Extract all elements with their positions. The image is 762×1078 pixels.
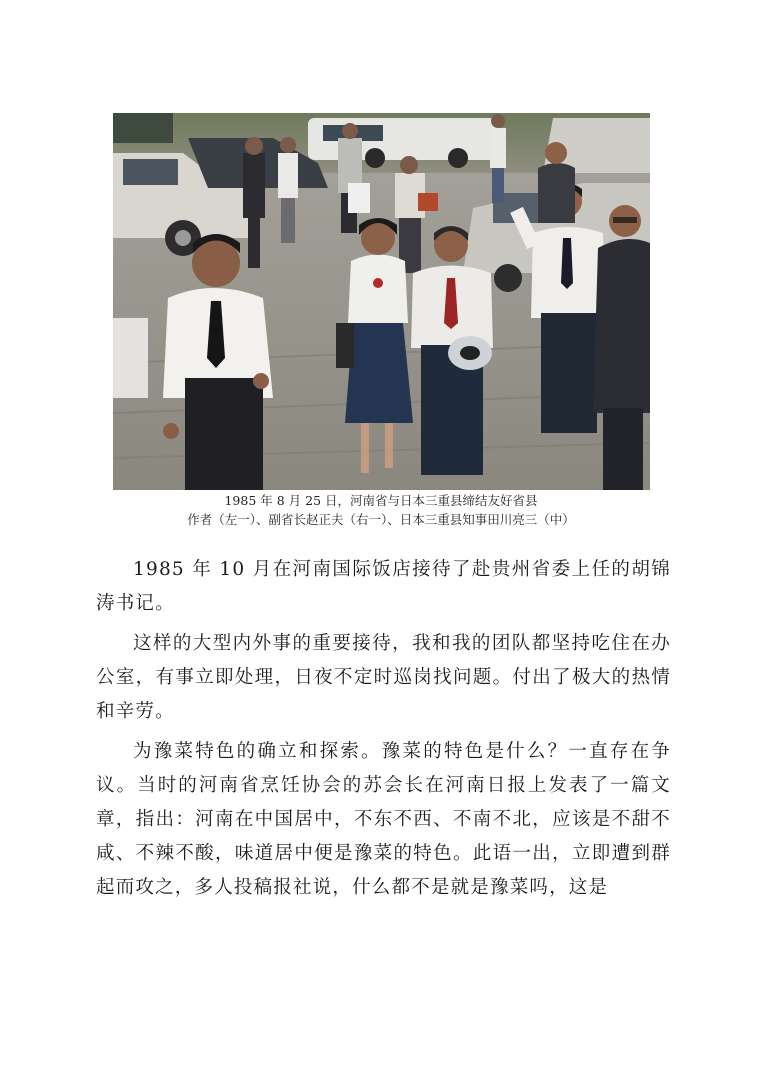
paragraph-1: 1985 年 10 月在河南国际饭店接待了赴贵州省委上任的胡锦涛书记。: [96, 559, 671, 614]
body-text: [96, 553, 671, 911]
photograph: [113, 113, 650, 490]
photograph-image: [113, 113, 650, 490]
photo-caption-line-1: 1985 年 8 月 25 日，河南省与日本三重县缔结友好省县: [224, 493, 538, 508]
photo-caption-line-2: 作者（左一）、副省长赵正夫（右一）、日本三重县知事田川亮三（中）: [187, 512, 575, 527]
paragraph-2: 这样的大型内外事的重要接待，我和我的团队都坚持吃住在办公室，有事立即处理，日夜不定时巡岗找问题。付出了极大的热情和辛劳。: [96, 633, 671, 722]
paragraph-3: 为豫菜特色的确立和探索。豫菜的特色是什么？一直存在争议。当时的河南省烹饪协会的苏会长在河南日报上发表了一篇文章，指出：河南在中国居中，不东不西、不南不北，应该是不甜不咸、不辣不酸，味道居中便是豫菜的特色。此语一出，立即遭到群起而攻之，多人投稿报社说，什么都不是就是豫菜吗，这是: [96, 741, 671, 898]
